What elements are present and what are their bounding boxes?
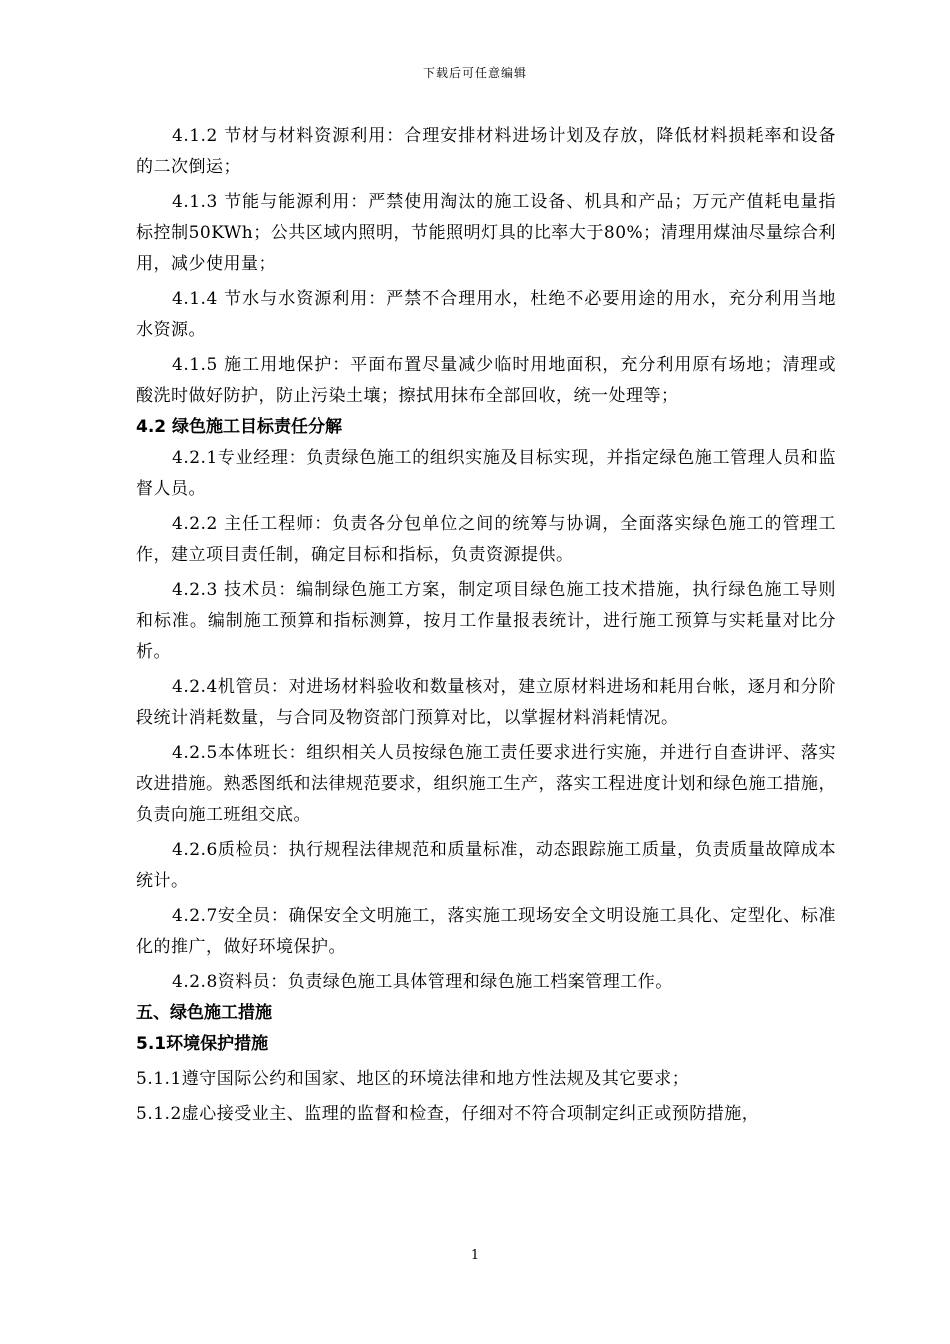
paragraph-4-2-6: 4.2.6质检员：执行规程法律规范和质量标准，动态跟踪施工质量，负责质量故障成本统计。 bbox=[136, 840, 836, 891]
paragraph-4-2-2: 4.2.2 主任工程师：负责各分包单位之间的统筹与协调，全面落实绿色施工的管理工作，建立项目责任制，确定目标和指标，负责资源提供。 bbox=[136, 514, 836, 565]
paragraph-4-2-3: 4.2.3 技术员：编制绿色施工方案，制定项目绿色施工技术措施，执行绿色施工导则和标准。编制施工预算和指标测算，按月工作量报表统计，进行施工预算与实耗量对比分析。 bbox=[136, 580, 836, 662]
paragraph-4-2-1: 4.2.1专业经理：负责绿色施工的组织实施及目标实现，并指定绿色施工管理人员和监督人员。 bbox=[136, 448, 836, 499]
heading-5: 五、绿色施工措施 bbox=[136, 1003, 272, 1023]
heading-4-2: 4.2 绿色施工目标责任分解 bbox=[136, 417, 343, 437]
document-body bbox=[136, 121, 836, 1130]
paragraph-4-2-4: 4.2.4机管员：对进场材料验收和数量核对，建立原材料进场和耗用台帐，逐月和分阶段统计消耗数量，与合同及物资部门预算对比，以掌握材料消耗情况。 bbox=[136, 677, 836, 728]
paragraph-5-1-2: 5.1.2虚心接受业主、监理的监督和检查，仔细对不符合项制定纠正或预防措施， bbox=[136, 1104, 760, 1124]
heading-5-1: 5.1环境保护措施 bbox=[136, 1034, 269, 1054]
page-header: 下载后可任意编辑 bbox=[422, 66, 527, 80]
paragraph-4-1-2: 4.1.2 节材与材料资源利用：合理安排材料进场计划及存放，降低材料损耗率和设备的二次倒运； bbox=[136, 126, 836, 177]
paragraph-4-1-4: 4.1.4 节水与水资源利用：严禁不合理用水，杜绝不必要用途的用水，充分利用当地水资源。 bbox=[136, 289, 836, 340]
paragraph-4-2-5: 4.2.5本体班长：组织相关人员按绿色施工责任要求进行实施，并进行自查讲评、落实改进措施。熟悉图纸和法律规范要求，组织施工生产，落实工程进度计划和绿色施工措施，负责向施工班组交底。 bbox=[136, 743, 836, 825]
paragraph-4-2-7: 4.2.7安全员：确保安全文明施工，落实施工现场安全文明设施工具化、定型化、标准化的推广，做好环境保护。 bbox=[136, 906, 836, 957]
page-number: 1 bbox=[470, 1248, 480, 1263]
paragraph-4-2-8: 4.2.8资料员：负责绿色施工具体管理和绿色施工档案管理工作。 bbox=[172, 972, 673, 992]
paragraph-4-1-5: 4.1.5 施工用地保护：平面布置尽量减少临时用地面积，充分利用原有场地；清理或酸洗时做好防护，防止污染土壤；擦拭用抹布全部回收，统一处理等； bbox=[136, 355, 836, 406]
paragraph-4-1-3: 4.1.3 节能与能源利用：严禁使用淘汰的施工设备、机具和产品；万元产值耗电量指标控制50KWh；公共区域内照明，节能照明灯具的比率大于80%；清理用煤油尽量综合利用，减少使用量； bbox=[136, 192, 836, 274]
paragraph-5-1-1: 5.1.1遵守国际公约和国家、地区的环境法律和地方性法规及其它要求； bbox=[136, 1069, 690, 1089]
